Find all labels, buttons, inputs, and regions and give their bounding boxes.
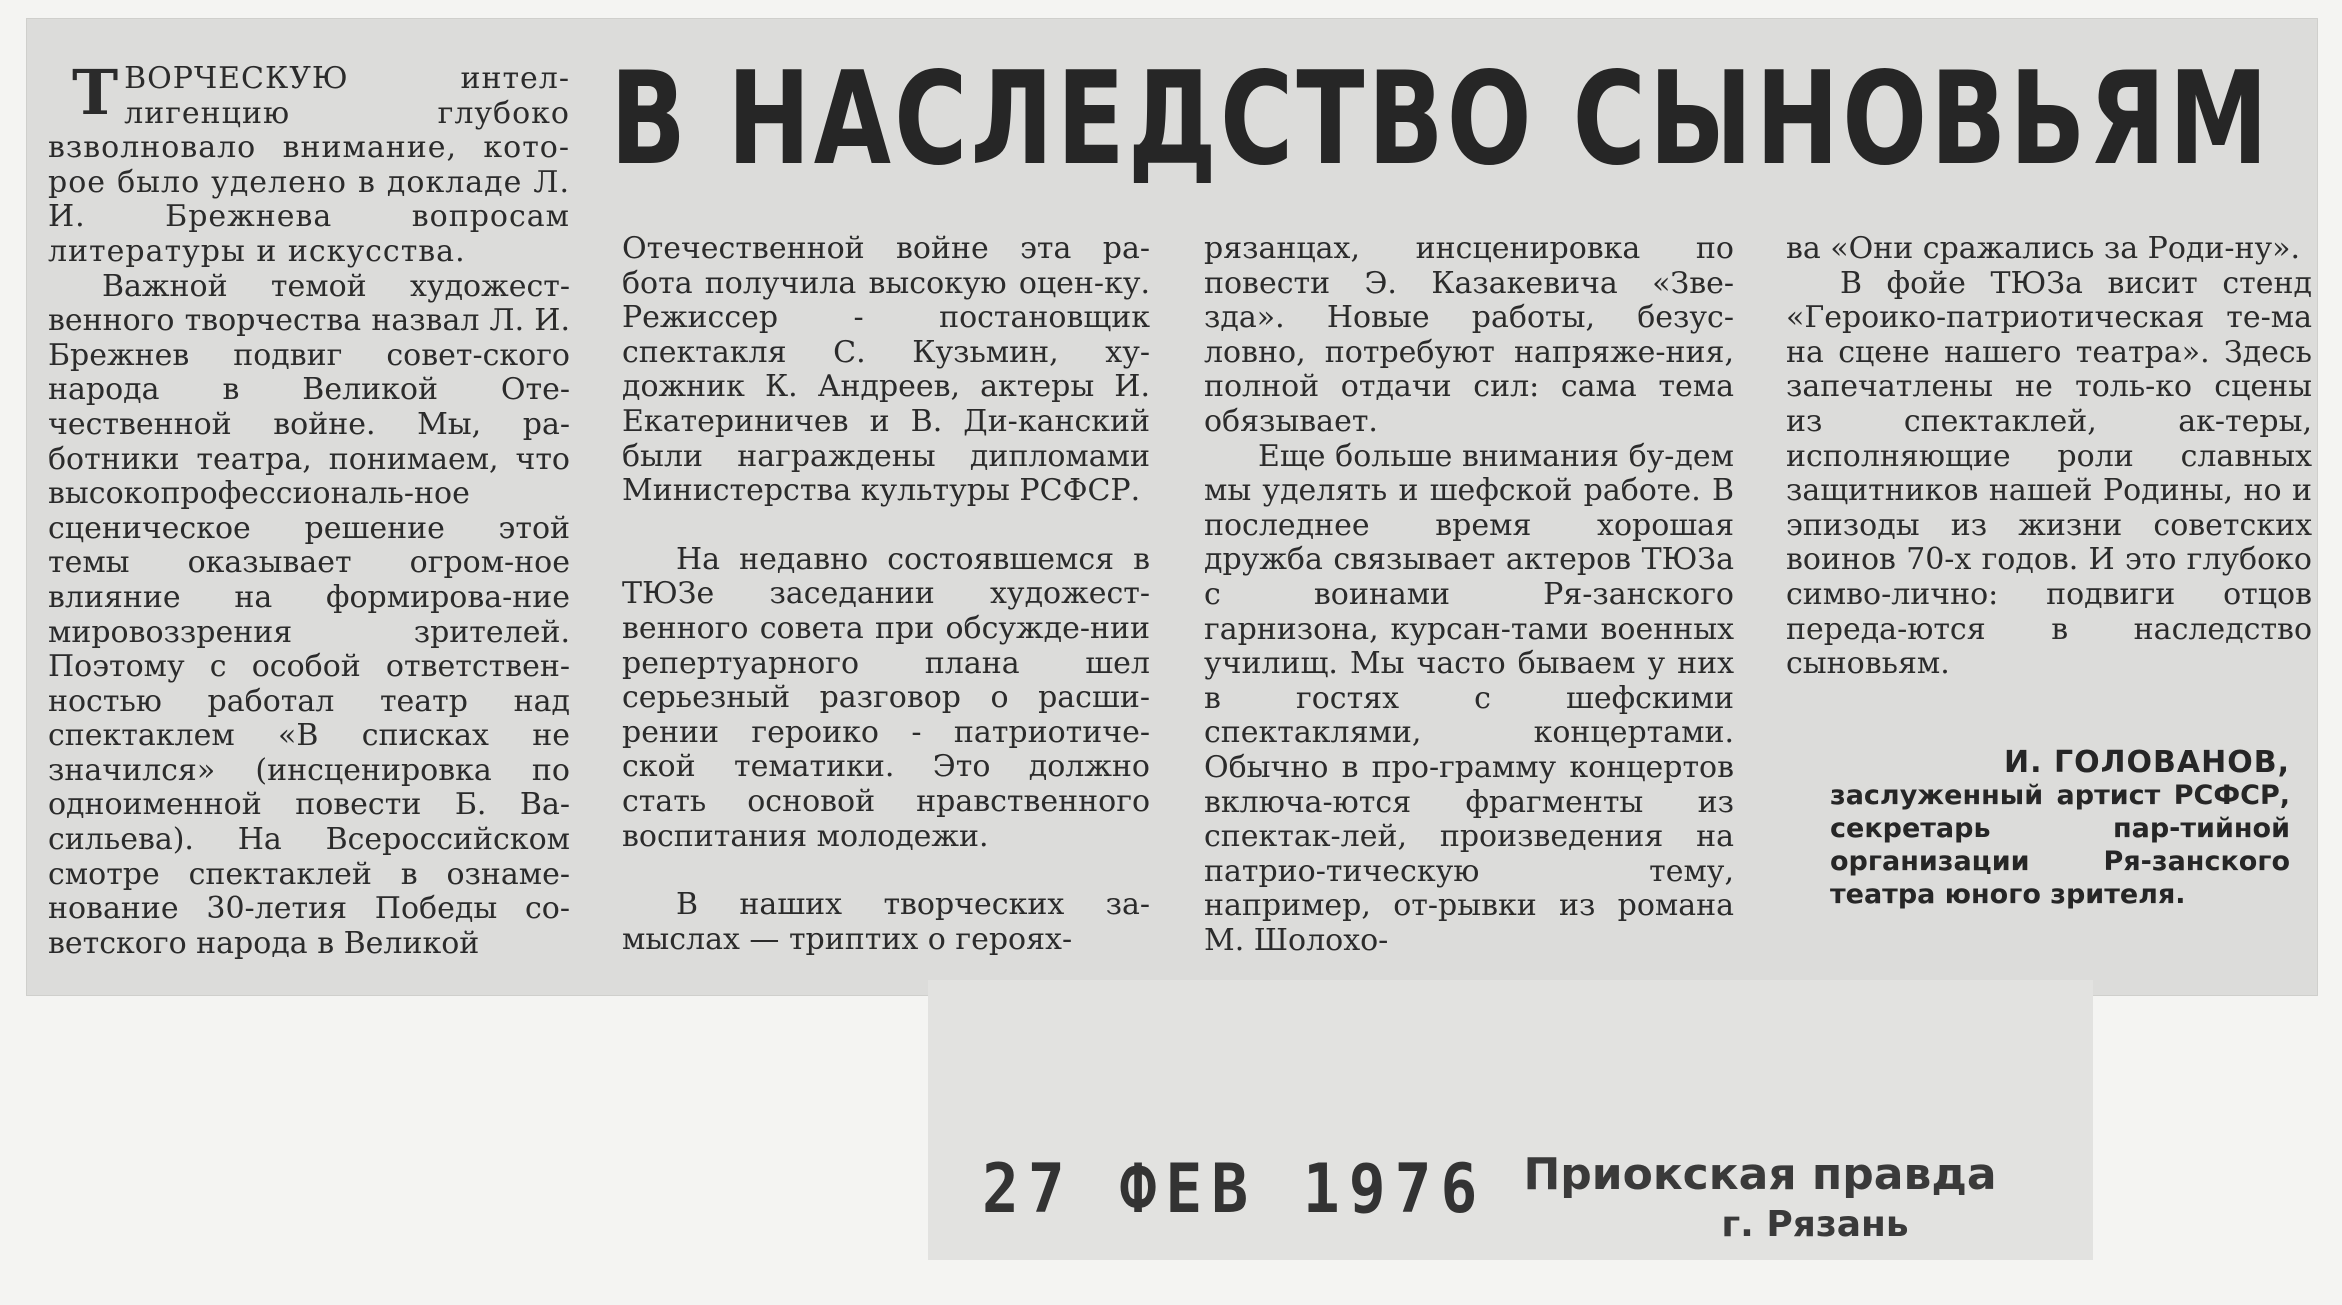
column-4: [1786, 232, 2312, 682]
author-signature: [1830, 746, 2290, 911]
paragraph: В фойе ТЮЗа висит стенд «Героико-патриотическая те-ма на сцене нашего театра». Здесь запечатлены не толь-ко сцены из спектаклей, ак-теры, исполняющие роли славных защитников нашей Родины, но и эпизоды из жизни советских воинов 70-х годов. И это глубоко симво-лично: подвиги отцов переда-ются в наследство сыновьям.: [1786, 265, 2312, 682]
column-3: [1204, 232, 1734, 958]
column-2: [622, 232, 1150, 957]
paragraph: На недавно состоявшемся в ТЮЗе заседании художест-венного совета при обсужде-нии репертуарного плана шел серьезный разговор о расши-рении героико - патриотиче-ской тематики. Это должно стать основой нравственного воспитания молодежи.: [622, 541, 1150, 854]
author-role: заслуженный артист РСФСР, секретарь пар-тийной организации Ря-занского театра юного зрителя.: [1830, 780, 2290, 910]
newspaper-city: г. Рязань: [1721, 1204, 1909, 1245]
lead-paragraph: [48, 56, 570, 270]
drop-cap: Т: [72, 56, 119, 129]
paragraph: рязанцах, инсценировка по повести Э. Казакевича «Зве-зда». Новые работы, безус-ловно, потребуют напряже-ния, полной отдачи сил: сама тема обязывает.: [1204, 231, 1734, 439]
paragraph: Важной темой художест-венного творчества назвал Л. И. Брежнев подвиг совет-ского народа в Великой Оте-чественной войне. Мы, ра-ботники театра, понимаем, что высокопрофессиональ-ное сценическое решение этой темы оказывает огром-ное влияние на формирова-ние мировоззрения зрителей. Поэтому с особой ответствен-ностью работал театр над спектаклем «В списках не значился» (инсценировка по одноименной повести Б. Ва-сильева). На Всероссийском смотре спектаклей в ознаме-нование 30-летия Победы со-ветского народа в Великой: [48, 268, 570, 961]
paragraph: В наших творческих за-мыслах — триптих о героях-: [622, 887, 1150, 957]
lead-text: ВОРЧЕСКУЮ интел-лигенцию глубоко взволновало внимание, кото-рое было уделено в докладе Л. И. Брежнева вопросам литературы и искусства.: [48, 61, 570, 269]
paragraph: Отечественной войне эта ра-бота получила высокую оцен-ку. Режиссер - постановщик спектакля С. Кузьмин, ху-дожник К. Андреев, актеры И. Екатериничев и В. Ди-канский были награждены дипломами Министерства культуры РСФСР.: [622, 231, 1150, 509]
newspaper-stamp: [1520, 1148, 2000, 1248]
article-title: В НАСЛЕДСТВО СЫНОВЬЯМ: [610, 45, 2272, 194]
column-1: [48, 56, 570, 961]
paragraph: ва «Они сражались за Роди-ну».: [1786, 231, 2301, 266]
newspaper-name: Приокская правда: [1523, 1149, 1997, 1200]
date-stamp: 27 ФЕВ 1976: [982, 1150, 1487, 1229]
paragraph: Еще больше внимания бу-дем мы уделять и шефской работе. В последнее время хорошая дружба связывает актеров ТЮЗа с воинами Ря-занского гарнизона, курсан-тами военных училищ. Мы часто бываем у них в гостях с шефскими спектаклями, концертами. Обычно в про-грамму концертов включа-ются фрагменты из спектак-лей, произведения на патрио-тическую тему, например, от-рывки из романа М. Шолохо-: [1204, 438, 1734, 958]
author-name: И. ГОЛОВАНОВ,: [2004, 745, 2290, 780]
